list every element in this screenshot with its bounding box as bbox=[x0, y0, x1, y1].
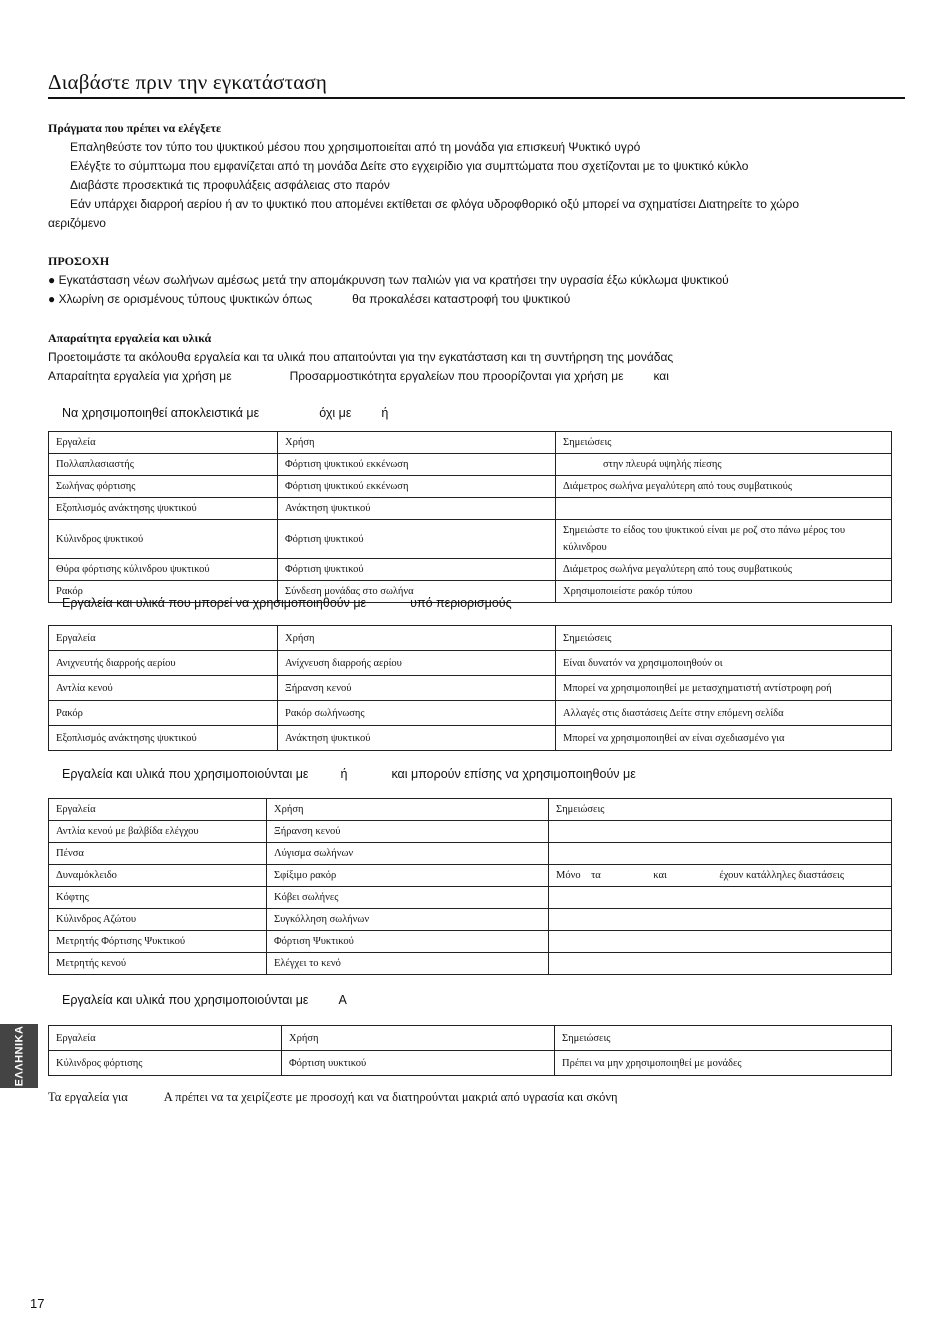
tools-intro-1: Προετοιμάστε τα ακόλουθα εργαλεία και τα υλικά που απαιτούνται για την εγκατάσταση και τη συντήρηση της μονάδας bbox=[48, 350, 674, 364]
cell-tool: Μετρητής κενού bbox=[49, 953, 267, 975]
section3-table bbox=[48, 798, 892, 975]
section1-caption-c: ή bbox=[381, 406, 389, 420]
header-tools: Εργαλεία bbox=[49, 799, 267, 821]
header-use: Χρήση bbox=[267, 799, 549, 821]
tools-intro-2 bbox=[48, 369, 669, 383]
cell-use: Φόρτιση ψυκτικού bbox=[278, 520, 556, 559]
table-row bbox=[49, 651, 892, 676]
table-row bbox=[49, 953, 892, 975]
section4-caption-b: Α bbox=[338, 993, 347, 1007]
section2-caption-a: Εργαλεία και υλικά που μπορεί να χρησιμοποιηθούν με bbox=[62, 596, 367, 610]
table-row bbox=[49, 726, 892, 751]
cell-tool: Εξοπλισμός ανάκτησης ψυκτικού bbox=[49, 726, 278, 751]
table-header-row bbox=[49, 626, 892, 651]
table-row bbox=[49, 909, 892, 931]
cell-tool: Δυναμόκλειδο bbox=[49, 865, 267, 887]
cell-use: Συγκόλληση σωλήνων bbox=[267, 909, 549, 931]
section4-caption-a: Εργαλεία και υλικά που χρησιμοποιούνται με bbox=[62, 993, 309, 1007]
title-divider bbox=[48, 97, 905, 99]
table-row bbox=[49, 559, 892, 581]
cell-notes bbox=[556, 454, 892, 476]
cell-tool: Μετρητής Φόρτισης Ψυκτικού bbox=[49, 931, 267, 953]
cell-use: Φόρτιση υυκτικού bbox=[282, 1051, 555, 1076]
check-line-3: Διαβάστε προσεκτικά τις προφυλάξεις ασφάλειας στο παρόν bbox=[70, 178, 390, 192]
table-header-row bbox=[49, 432, 892, 454]
table-row bbox=[49, 843, 892, 865]
cell-use: Ρακόρ σωλήνωσης bbox=[278, 701, 556, 726]
table-row bbox=[49, 821, 892, 843]
header-use: Χρήση bbox=[282, 1026, 555, 1051]
section1-caption-a: Να χρησιμοποιηθεί αποκλειστικά με bbox=[62, 406, 260, 420]
cell-tool: Σωλήνας φόρτισης bbox=[49, 476, 278, 498]
table-row bbox=[49, 701, 892, 726]
cell-notes bbox=[549, 821, 892, 843]
header-notes: Σημειώσεις bbox=[555, 1026, 892, 1051]
caution-bullet-2 bbox=[48, 292, 570, 306]
check-heading: Πράγματα που πρέπει να ελέγξετε bbox=[48, 121, 222, 135]
cell-use: Ανάκτηση ψυκτικού bbox=[278, 498, 556, 520]
section2-table bbox=[48, 625, 892, 751]
cell-tool: Αντλία κενού bbox=[49, 676, 278, 701]
tools-intro-2a: Απαραίτητα εργαλεία για χρήση με bbox=[48, 369, 232, 383]
header-use: Χρήση bbox=[278, 626, 556, 651]
check-line-4: Εάν υπάρχει διαρροή αερίου ή αν το ψυκτικό που απομένει εκτίθεται σε φλόγα υδροφθορικό οξύ μπορεί να σχηματίσει Διατηρείτε το χώρο bbox=[70, 197, 800, 211]
cell-notes: Είναι δυνατόν να χρησιμοποιηθούν οι bbox=[556, 651, 892, 676]
header-notes: Σημειώσεις bbox=[556, 626, 892, 651]
cell-use: Ξήρανση κενού bbox=[278, 676, 556, 701]
section3-caption bbox=[62, 767, 636, 781]
tools-intro-2c: και bbox=[653, 369, 669, 383]
table-row bbox=[49, 520, 892, 559]
cell-tool: Πένσα bbox=[49, 843, 267, 865]
cell-notes bbox=[549, 953, 892, 975]
cell-use: Φόρτιση ψυκτικού εκκένωση bbox=[278, 476, 556, 498]
tools-heading: Απαραίτητα εργαλεία και υλικά bbox=[48, 331, 212, 345]
header-tools: Εργαλεία bbox=[49, 1026, 282, 1051]
cell-use: Ελέγχει το κενό bbox=[267, 953, 549, 975]
check-line-2: Ελέγξτε το σύμπτωμα που εμφανίζεται από τη μονάδα Δείτε στο εγχειρίδιο για συμπτώματα που σχετίζονται με το ψυκτικό κύκλο bbox=[70, 159, 749, 173]
table-row bbox=[49, 476, 892, 498]
cell-notes bbox=[549, 843, 892, 865]
cell-notes: Αλλαγές στις διαστάσεις Δείτε στην επόμενη σελίδα bbox=[556, 701, 892, 726]
table-row bbox=[49, 454, 892, 476]
table-header-row bbox=[49, 799, 892, 821]
cell-use: Σφίξιμο ρακόρ bbox=[267, 865, 549, 887]
cell-notes: Μπορεί να χρησιμοποιηθεί αν είναι σχεδιασμένο για bbox=[556, 726, 892, 751]
caution-bullet-2-text-b: θα προκαλέσει καταστροφή του ψυκτικού bbox=[352, 292, 571, 306]
header-tools: Εργαλεία bbox=[49, 626, 278, 651]
cell-tool: Πολλαπλασιαστής bbox=[49, 454, 278, 476]
cell-tool: Ρακόρ bbox=[49, 701, 278, 726]
table-row bbox=[49, 887, 892, 909]
table-row bbox=[49, 676, 892, 701]
cell-use: Σύνδεση μονάδας στο σωλήνα bbox=[278, 581, 556, 603]
cell-use: Φόρτιση ψυκτικού εκκένωση bbox=[278, 454, 556, 476]
cell-use: Ξήρανση κενού bbox=[267, 821, 549, 843]
cell-tool: Κύλινδρος φόρτισης bbox=[49, 1051, 282, 1076]
footer-note bbox=[48, 1090, 618, 1105]
cell-notes: Μπορεί να χρησιμοποιηθεί με μετασχηματιστή αντίστροφη ροή bbox=[556, 676, 892, 701]
footer-note-a: Τα εργαλεία για bbox=[48, 1090, 128, 1104]
cell-notes: Πρέπει να μην χρησιμοποιηθεί με μονάδες bbox=[555, 1051, 892, 1076]
cell-tool: Θύρα φόρτισης κύλινδρου ψυκτικού bbox=[49, 559, 278, 581]
cell-use: Λύγισμα σωλήνων bbox=[267, 843, 549, 865]
table-header-row bbox=[49, 1026, 892, 1051]
section2-caption bbox=[62, 596, 512, 610]
cell-notes: Μόνο τα και έχουν κατάλληλες διαστάσεις bbox=[549, 865, 892, 887]
section1-caption-b: όχι με bbox=[319, 406, 352, 420]
header-notes: Σημειώσεις bbox=[549, 799, 892, 821]
table-row bbox=[49, 931, 892, 953]
cell-tool: Κύλινδρος ψυκτικού bbox=[49, 520, 278, 559]
section3-caption-a: Εργαλεία και υλικά που χρησιμοποιούνται με bbox=[62, 767, 309, 781]
cell-use: Φόρτιση Ψυκτικού bbox=[267, 931, 549, 953]
cell-notes bbox=[549, 931, 892, 953]
cell-notes: Σημειώστε το είδος του ψυκτικού είναι με ροζ στο πάνω μέρος του κύλινδρου bbox=[556, 520, 892, 559]
cell-use: Ανίχνευση διαρροής αερίου bbox=[278, 651, 556, 676]
cell-tool: Αντλία κενού με βαλβίδα ελέγχου bbox=[49, 821, 267, 843]
cell-notes bbox=[549, 909, 892, 931]
section3-caption-b: ή bbox=[340, 767, 348, 781]
cell-tool: Εξοπλισμός ανάκτησης ψυκτικού bbox=[49, 498, 278, 520]
section1-table bbox=[48, 431, 892, 603]
tools-intro-2b: Προσαρμοστικότητα εργαλείων που προορίζονται για χρήση με bbox=[289, 369, 624, 383]
cell-use: Κόβει σωλήνες bbox=[267, 887, 549, 909]
table-row bbox=[49, 865, 892, 887]
table-row bbox=[49, 498, 892, 520]
cell-use: Ανάκτηση ψυκτικού bbox=[278, 726, 556, 751]
header-tools: Εργαλεία bbox=[49, 432, 278, 454]
section4-table bbox=[48, 1025, 892, 1076]
caution-bullet-1: ● Εγκατάσταση νέων σωλήνων αμέσως μετά την απομάκρυνση των παλιών για να κρατήσει την υγρασία έξω κύκλωμα ψυκτικού bbox=[48, 273, 729, 287]
footer-note-b: Α πρέπει να τα χειρίζεστε με προσοχή και να διατηρούνται μακριά από υγρασία και σκόνη bbox=[163, 1090, 618, 1104]
caution-heading: ΠΡΟΣΟΧΗ bbox=[48, 254, 110, 268]
language-tab bbox=[0, 1024, 38, 1088]
cell-tool: Ρακόρ bbox=[49, 581, 278, 603]
page-number: 17 bbox=[30, 1296, 45, 1311]
section3-caption-c: και μπορούν επίσης να χρησιμοποιηθούν με bbox=[391, 767, 636, 781]
check-line-1: Επαληθεύστε τον τύπο του ψυκτικού μέσου που χρησιμοποιείται από τη μονάδα για επισκευή Ψυκτικό υγρό bbox=[70, 140, 641, 154]
section1-caption bbox=[62, 406, 388, 420]
cell-notes bbox=[556, 498, 892, 520]
cell-notes: Διάμετρος σωλήνα μεγαλύτερη από τους συμβατικούς bbox=[556, 476, 892, 498]
cell-use: Φόρτιση ψυκτικού bbox=[278, 559, 556, 581]
check-line-5: αεριζόμενο bbox=[48, 216, 106, 230]
header-notes: Σημειώσεις bbox=[556, 432, 892, 454]
cell-notes-text: στην πλευρά υψηλής πίεσης bbox=[603, 459, 722, 470]
cell-notes: Χρησιμοποιείστε ρακόρ τύπου bbox=[556, 581, 892, 603]
cell-tool: Κύλινδρος Αζώτου bbox=[49, 909, 267, 931]
table-row bbox=[49, 1051, 892, 1076]
caution-bullet-2-text-a: ● Χλωρίνη σε ορισμένους τύπους ψυκτικών όπως bbox=[48, 292, 313, 306]
header-use: Χρήση bbox=[278, 432, 556, 454]
cell-notes: Διάμετρος σωλήνα μεγαλύτερη από τους συμβατικούς bbox=[556, 559, 892, 581]
cell-tool: Ανιχνευτής διαρροής αερίου bbox=[49, 651, 278, 676]
page-title: Διαβάστε πριν την εγκατάσταση bbox=[48, 70, 328, 94]
language-tab-label: ΕΛΛΗΝΙΚΑ bbox=[13, 1025, 25, 1087]
section4-caption bbox=[62, 993, 347, 1007]
cell-tool: Κόφτης bbox=[49, 887, 267, 909]
cell-notes bbox=[549, 887, 892, 909]
section2-caption-b: υπό περιορισμούς bbox=[410, 596, 512, 610]
